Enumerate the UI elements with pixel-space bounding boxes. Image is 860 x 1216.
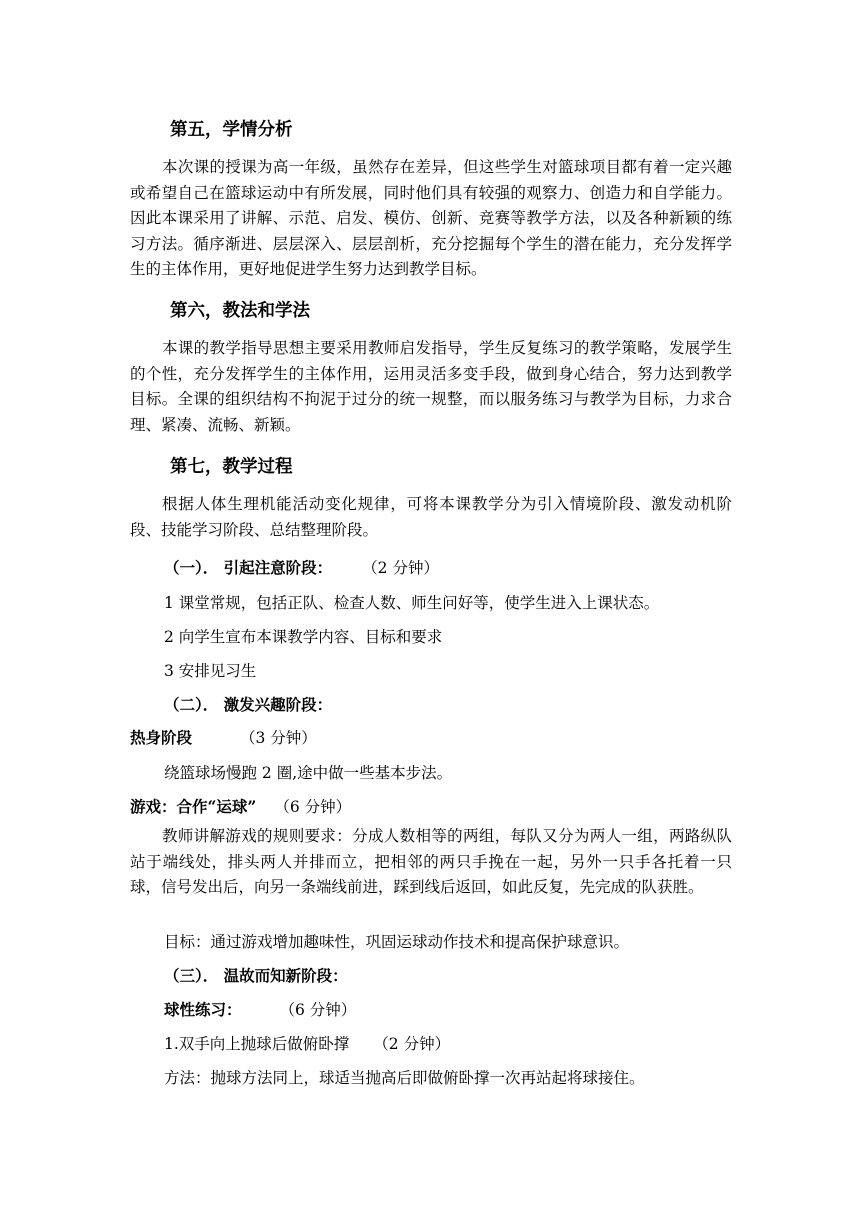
warmup-label: 热身阶段	[130, 728, 193, 747]
warmup-heading	[130, 726, 732, 748]
section-6-title: 第六，教法和学法	[170, 301, 310, 321]
warmup-text: 绕篮球场慢跑 2 圈,途中做一些基本步法。	[164, 764, 453, 782]
section-7-title: 第七，教学过程	[170, 457, 293, 477]
exercise-1-heading	[164, 1032, 766, 1054]
stage-1-heading	[164, 556, 766, 578]
game-text: 教师讲解游戏的规则要求：分成人数相等的两组，每队又分为两人一组，两路纵队站于端线处，排头两人并排而立，把相邻的两只手挽在一起，另外一只手各托着一只球，信号发出后，向另一条端线前进，踩到线后返回，如此反复，先完成的队获胜。	[130, 827, 732, 896]
stage-3-heading: （三）． 温故而知新阶段：	[164, 966, 348, 985]
section-5-body: 本次课的授课为高一年级，虽然存在差异，但这些学生对篮球项目都有着一定兴趣或希望自己在篮球运动中有所发展，同时他们具有较强的观察力、创造力和自学能力。因此本课采用了讲解、示范、启发、模仿、创新、竞赛等教学方法，以及各种新颖的练习方法。循序渐进、层层深入、层层剖析，充分挖掘每个学生的潜在能力，充分发挥学生的主体作用，更好地促进学生努力达到教学目标。	[130, 158, 732, 278]
exercise-1-label: 1.双手向上抛球后做俯卧撑	[164, 1035, 350, 1053]
section-7-intro: 根据人体生理机能活动变化规律，可将本课教学分为引入情境阶段、激发动机阶段、技能学习阶段、总结整理阶段。	[130, 495, 732, 539]
exercise-1-time: （2 分钟）	[373, 1035, 451, 1053]
list-item: 3 安排见习生	[164, 662, 257, 680]
section-6-body: 本课的教学指导思想主要采用教师启发指导，学生反复练习的教学策略，发展学生的个性，充分发挥学生的主体作用，运用灵活多变手段，做到身心结合，努力达到教学目标。全课的组织结构不拘泥于过分的统一规整，而以服务练习与教学为目标，力求合理、紧凑、流畅、新颖。	[130, 339, 732, 434]
section-5-title: 第五，学情分析	[170, 120, 293, 140]
exercise-1-method: 方法：抛球方法同上，球适当抛高后即做俯卧撑一次再站起将球接住。	[164, 1069, 645, 1087]
game-time: （6 分钟）	[274, 798, 352, 816]
list-item: 1 课堂常规，包括正队、检查人数、师生问好等，使学生进入上课状态。	[164, 594, 660, 612]
list-item: 2 向学生宣布本课教学内容、目标和要求	[164, 628, 443, 646]
game-label: 游戏：合作“运球”	[130, 797, 257, 816]
game-heading	[130, 795, 732, 817]
stage-2-heading: （二）． 激发兴趣阶段：	[164, 695, 333, 714]
game-goal: 目标：通过游戏增加趣味性，巩固运球动作技术和提高保护球意识。	[164, 933, 630, 951]
stage-1-label: （一）． 引起注意阶段：	[164, 558, 333, 577]
ball-practice-time: （6 分钟）	[279, 1001, 357, 1019]
warmup-time: （3 分钟）	[240, 729, 317, 747]
stage-1-time: （2 分钟）	[362, 559, 439, 577]
ball-practice-label: 球性练习：	[164, 1000, 242, 1019]
ball-practice-heading	[164, 998, 766, 1020]
